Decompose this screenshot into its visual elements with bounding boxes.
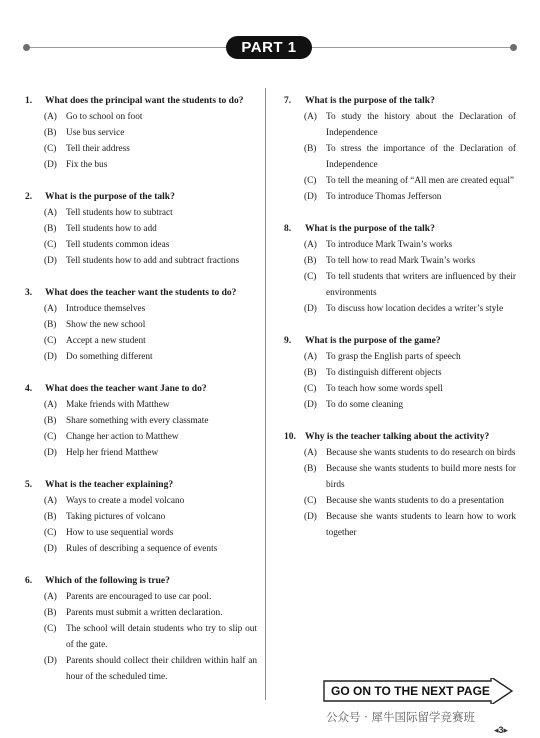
option-letter: (C) xyxy=(44,528,57,538)
answer-option xyxy=(284,269,516,301)
answer-option xyxy=(25,205,257,221)
right-question-column xyxy=(284,93,516,557)
question-text: What is the teacher explaining? xyxy=(45,480,174,490)
question-heading xyxy=(25,285,257,301)
option-letter: (D) xyxy=(304,400,317,410)
question-heading xyxy=(25,477,257,493)
answer-option xyxy=(284,493,516,509)
question-block xyxy=(284,93,516,205)
option-text: How to use sequential words xyxy=(66,528,174,538)
question-heading xyxy=(284,429,516,445)
option-letter: (B) xyxy=(44,128,57,138)
option-text: To introduce Mark Twain’s works xyxy=(326,240,453,250)
option-letter: (B) xyxy=(304,368,317,378)
option-text: Tell students common ideas xyxy=(66,240,170,250)
header-dot-right xyxy=(510,44,517,51)
question-block xyxy=(25,285,257,365)
watermark-text: 公众号 · 犀牛国际留学竞赛班 xyxy=(326,710,475,724)
answer-option xyxy=(25,653,257,685)
option-text: To tell how to read Mark Twain’s works xyxy=(326,256,476,266)
answer-option xyxy=(25,237,257,253)
answer-option xyxy=(25,413,257,429)
question-number: 7. xyxy=(284,96,292,106)
answer-option xyxy=(284,365,516,381)
answer-option xyxy=(25,397,257,413)
question-text: Which of the following is true? xyxy=(45,576,170,586)
option-text: Because she wants students to do research on birds xyxy=(326,448,516,458)
answer-option xyxy=(25,525,257,541)
option-text: Parents should collect their children within half an hour of the scheduled time. xyxy=(66,656,257,682)
question-text: Why is the teacher talking about the activity? xyxy=(305,432,490,442)
answer-option xyxy=(284,509,516,541)
option-text: To tell the meaning of “All men are created equal” xyxy=(326,176,515,186)
option-text: Parents are encouraged to use car pool. xyxy=(66,592,212,602)
answer-option xyxy=(25,589,257,605)
question-number: 4. xyxy=(25,384,33,394)
answer-option xyxy=(284,397,516,413)
header-rule-right xyxy=(312,47,514,48)
option-letter: (D) xyxy=(304,512,317,522)
page-number: ◂3▸ xyxy=(494,725,509,735)
column-divider xyxy=(265,88,266,700)
option-letter: (D) xyxy=(304,192,317,202)
option-text: Make friends with Matthew xyxy=(66,400,170,410)
option-letter: (B) xyxy=(44,224,57,234)
answer-option xyxy=(25,109,257,125)
option-text: Help her friend Matthew xyxy=(66,448,159,458)
option-letter: (A) xyxy=(304,448,317,458)
question-heading xyxy=(25,189,257,205)
question-heading xyxy=(25,93,257,109)
question-text: What does the teacher want the students to do? xyxy=(45,288,237,298)
question-text: What is the purpose of the talk? xyxy=(305,224,435,234)
option-letter: (C) xyxy=(44,432,57,442)
option-letter: (C) xyxy=(44,144,57,154)
option-letter: (A) xyxy=(304,240,317,250)
question-block xyxy=(284,429,516,541)
option-text: Because she wants students to learn how to work together xyxy=(326,512,516,538)
answer-option xyxy=(25,301,257,317)
answer-option xyxy=(25,493,257,509)
question-number: 9. xyxy=(284,336,292,346)
question-number: 1. xyxy=(25,96,33,106)
option-letter: (C) xyxy=(44,240,57,250)
answer-option xyxy=(25,349,257,365)
option-text: To discuss how location decides a writer’s style xyxy=(326,304,504,314)
option-letter: (C) xyxy=(44,624,57,634)
answer-option xyxy=(25,333,257,349)
option-letter: (A) xyxy=(44,112,57,122)
option-text: Tell their address xyxy=(66,144,130,154)
question-heading xyxy=(284,93,516,109)
option-text: Introduce themselves xyxy=(66,304,146,314)
question-heading xyxy=(25,573,257,589)
answer-option xyxy=(284,445,516,461)
answer-option xyxy=(25,445,257,461)
question-heading xyxy=(25,381,257,397)
option-text: Tell students how to subtract xyxy=(66,208,173,218)
option-text: To grasp the English parts of speech xyxy=(326,352,461,362)
option-text: Change her action to Matthew xyxy=(66,432,179,442)
question-block xyxy=(25,189,257,269)
option-text: Taking pictures of volcano xyxy=(66,512,166,522)
option-text: Tell students how to add and subtract fractions xyxy=(66,256,240,266)
option-text: Because she wants students to do a presentation xyxy=(326,496,504,506)
header-dot-left xyxy=(23,44,30,51)
question-text: What is the purpose of the talk? xyxy=(45,192,175,202)
option-letter: (D) xyxy=(44,160,57,170)
option-letter: (B) xyxy=(44,608,57,618)
option-text: Rules of describing a sequence of events xyxy=(66,544,218,554)
option-text: Tell students how to add xyxy=(66,224,157,234)
option-text: Because she wants students to build more nests for birds xyxy=(326,464,516,490)
question-text: What is the purpose of the game? xyxy=(305,336,441,346)
answer-option xyxy=(25,125,257,141)
answer-option xyxy=(25,317,257,333)
answer-option xyxy=(284,173,516,189)
answer-option xyxy=(284,189,516,205)
option-letter: (B) xyxy=(44,512,57,522)
option-letter: (B) xyxy=(44,416,57,426)
answer-option xyxy=(284,349,516,365)
part-title: PART 1 xyxy=(226,36,312,59)
option-letter: (A) xyxy=(44,208,57,218)
option-letter: (A) xyxy=(304,112,317,122)
option-text: The school will detain students who try to slip out of the gate. xyxy=(66,624,257,650)
go-on-next-page-text: GO ON TO THE NEXT PAGE xyxy=(331,684,490,698)
answer-option xyxy=(25,429,257,445)
option-text: Accept a new student xyxy=(66,336,146,346)
option-letter: (D) xyxy=(44,448,57,458)
question-block xyxy=(284,221,516,317)
question-number: 8. xyxy=(284,224,292,234)
question-number: 10. xyxy=(284,432,296,442)
option-letter: (D) xyxy=(44,352,57,362)
option-text: Share something with every classmate xyxy=(66,416,209,426)
option-letter: (B) xyxy=(304,144,317,154)
answer-option xyxy=(25,157,257,173)
option-letter: (B) xyxy=(44,320,57,330)
question-number: 6. xyxy=(25,576,33,586)
question-block xyxy=(25,381,257,461)
answer-option xyxy=(25,141,257,157)
answer-option xyxy=(284,253,516,269)
option-letter: (C) xyxy=(304,496,317,506)
option-letter: (B) xyxy=(304,464,317,474)
option-letter: (A) xyxy=(44,496,57,506)
option-text: Parents must submit a written declaration. xyxy=(66,608,223,618)
left-question-column xyxy=(25,93,257,701)
option-text: Fix the bus xyxy=(66,160,108,170)
question-block xyxy=(25,477,257,557)
option-text: To distinguish different objects xyxy=(326,368,442,378)
option-letter: (C) xyxy=(304,272,317,282)
option-text: Go to school on foot xyxy=(66,112,143,122)
question-number: 2. xyxy=(25,192,33,202)
question-text: What does the principal want the students to do? xyxy=(45,96,244,106)
question-text: What is the purpose of the talk? xyxy=(305,96,435,106)
answer-option xyxy=(25,621,257,653)
option-letter: (A) xyxy=(44,304,57,314)
question-number: 5. xyxy=(25,480,33,490)
option-text: To teach how some words spell xyxy=(326,384,443,394)
option-letter: (D) xyxy=(44,656,57,666)
option-letter: (D) xyxy=(304,304,317,314)
answer-option xyxy=(25,253,257,269)
option-text: Use bus service xyxy=(66,128,125,138)
header-rule-left xyxy=(26,47,226,48)
option-text: To introduce Thomas Jefferson xyxy=(326,192,442,202)
answer-option xyxy=(284,237,516,253)
go-on-next-page-banner xyxy=(323,678,513,704)
answer-option xyxy=(25,509,257,525)
option-text: To do some cleaning xyxy=(326,400,404,410)
option-text: Show the new school xyxy=(66,320,146,330)
option-letter: (A) xyxy=(44,592,57,602)
question-block xyxy=(25,93,257,173)
answer-option xyxy=(284,301,516,317)
option-letter: (C) xyxy=(44,336,57,346)
option-letter: (B) xyxy=(304,256,317,266)
answer-option xyxy=(284,461,516,493)
question-text: What does the teacher want Jane to do? xyxy=(45,384,207,394)
answer-option xyxy=(284,109,516,141)
option-text: To tell students that writers are influenced by their environments xyxy=(326,272,516,298)
option-letter: (D) xyxy=(44,256,57,266)
option-letter: (D) xyxy=(44,544,57,554)
option-letter: (A) xyxy=(44,400,57,410)
option-text: To stress the importance of the Declaration of Independence xyxy=(326,144,516,170)
option-letter: (C) xyxy=(304,384,317,394)
question-heading xyxy=(284,221,516,237)
option-text: Ways to create a model volcano xyxy=(66,496,185,506)
answer-option xyxy=(284,141,516,173)
option-text: Do something different xyxy=(66,352,153,362)
question-block xyxy=(25,573,257,685)
answer-option xyxy=(25,221,257,237)
question-number: 3. xyxy=(25,288,33,298)
answer-option xyxy=(25,541,257,557)
option-letter: (C) xyxy=(304,176,317,186)
answer-option xyxy=(284,381,516,397)
answer-option xyxy=(25,605,257,621)
question-heading xyxy=(284,333,516,349)
question-block xyxy=(284,333,516,413)
option-letter: (A) xyxy=(304,352,317,362)
option-text: To study the history about the Declaration of Independence xyxy=(326,112,516,138)
